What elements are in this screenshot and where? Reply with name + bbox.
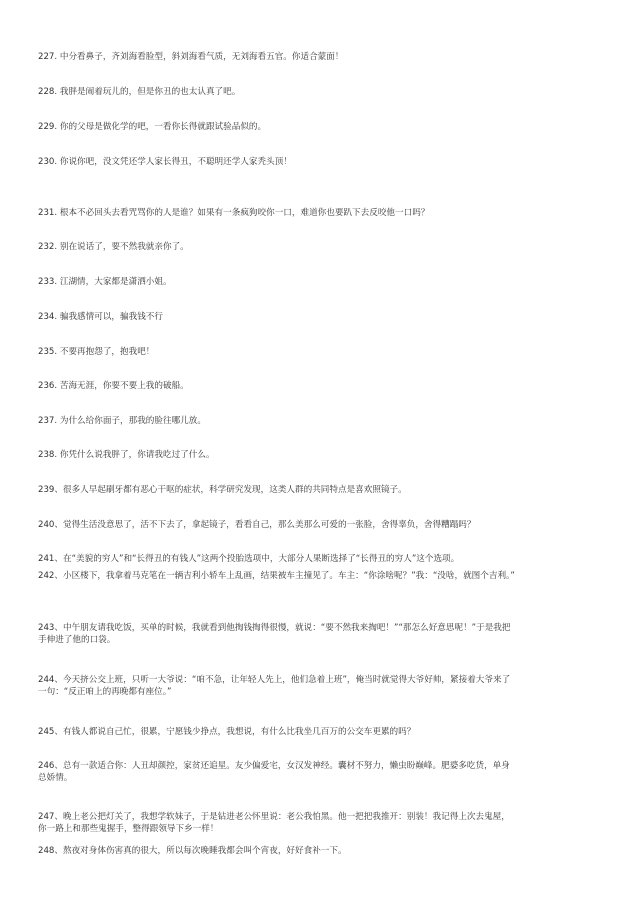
joke-entry: 231. 根本不必回头去看咒骂你的人是谁？如果有一条疯狗咬你一口，难道你也要趴下去反咬他一口吗？ [38,208,430,218]
joke-entry: 246、总有一款适合你：人丑却颜控，家贫还追星。友少偏爱宅，女汉发神经。囊材不努力，懒虫盼巅峰。肥婆多吃货，单身总娇情。 [38,761,510,783]
joke-entry: 238. 你凭什么说我胖了，你请我吃过了什么。 [38,450,215,460]
joke-entry: 242、小区楼下，我拿着马克笔在一辆吉利小轿车上乱画，结果被车主撞见了。车主：“你涂啥呢？”我：“没啥，就图个吉利。” [38,571,515,581]
joke-entry: 245、有钱人都说自己忙，很累，宁愿钱少挣点，我想说，有什么比我坐几百万的公交车更累的吗？ [38,727,416,737]
joke-entry: 232. 别在说话了，要不然我就亲你了。 [38,242,189,252]
joke-entry: 239、很多人早起刷牙都有恶心干呕的症状，科学研究发现，这类人群的共同特点是喜欢照镜子。 [38,485,407,495]
joke-entry: 240、觉得生活没意思了，活不下去了，拿起镜子，看看自己，那么美那么可爱的一张脸，舍得辜负，舍得糟蹋吗？ [38,520,476,530]
joke-entry: 244、今天挤公交上班，只听一大爷说：“咱不急，让年轻人先上，他们急着上班”，俺当时就觉得大爷好帅，紧接着大爷来了一句：“反正咱上的再晚都有座位。” [38,675,511,697]
joke-entry: 234. 骗我感情可以，骗我钱不行 [38,312,163,322]
joke-entry: 229. 你的父母是做化学的吧，一看你长得就跟试验品似的。 [38,122,267,132]
joke-entry: 248、熬夜对身体伤害真的很大，所以每次晚睡我都会叫个宵夜，好好食补一下。 [38,846,347,856]
joke-entry: 228. 我胖是闹着玩儿的，但是你丑的也太认真了吧。 [38,87,241,97]
joke-entry: 247、晚上老公把灯关了，我想学软妹子，于是钻进老公怀里说：老公我怕黑。他一把把我推开：别装！我记得上次去鬼屋，你一路上和那些鬼握手，整得跟领导下乡一样！ [38,812,510,834]
joke-entry: 241、在“美貌的穷人”和“长得丑的有钱人”这两个投胎选项中，大部分人果断选择了“长得丑的穷人”这个选项。 [38,554,460,564]
joke-entry: 236. 苦海无涯，你要不要上我的破船。 [38,381,189,391]
joke-entry: 243、中午朋友请我吃饭，买单的时候，我就看到他掏钱掏得很慢，就说：“要不然我来掏吧！”“那怎么好意思呢！”于是我把手伸进了他的口袋。 [38,623,511,645]
joke-entry: 237. 为什么给你面子，那我的脸往哪儿放。 [38,416,206,426]
joke-entry: 235. 不要再抱怨了，抱我吧！ [38,347,155,357]
joke-entry: 227. 中分看鼻子，齐刘海看脸型，斜刘海看气质，无刘海看五官。你适合蒙面！ [38,52,344,62]
joke-entry: 233. 江湖情，大家都是潇洒小姐。 [38,277,172,287]
joke-entry: 230. 你说你吧，没文凭还学人家长得丑，不聪明还学人家秃头顶！ [38,157,292,167]
